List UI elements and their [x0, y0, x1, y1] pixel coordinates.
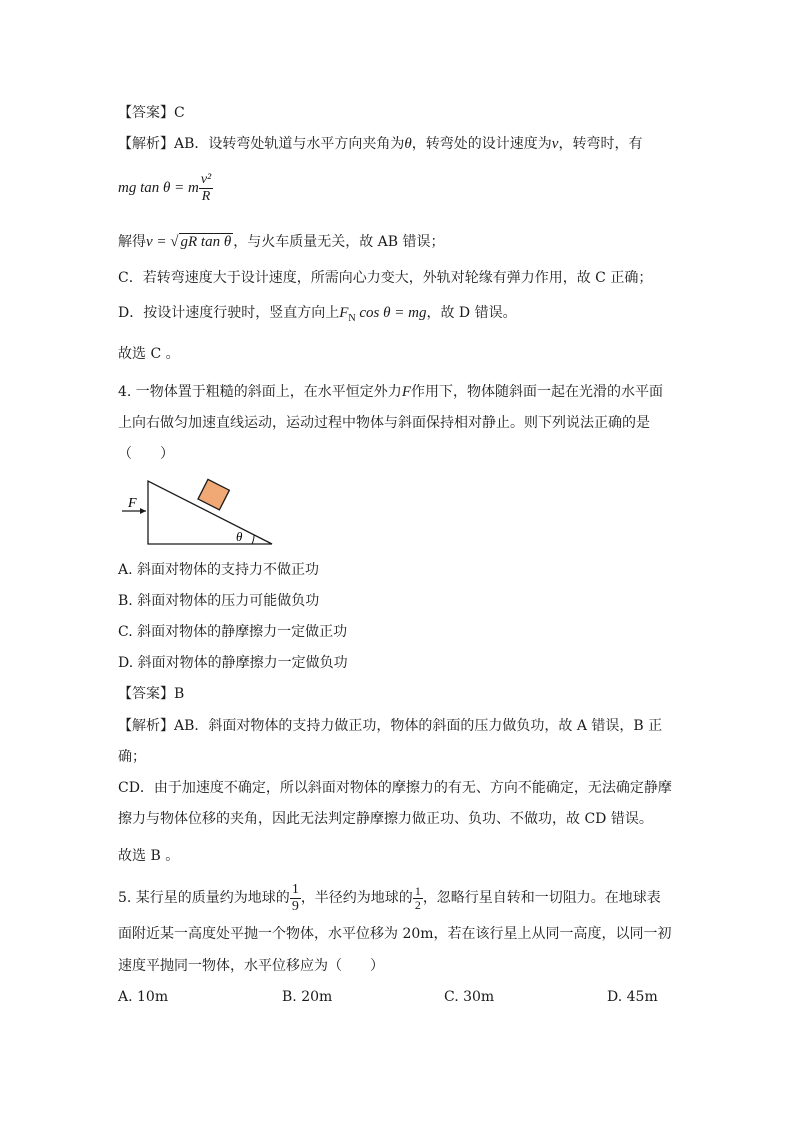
fraction-denominator: 9 — [291, 898, 299, 914]
q4-stem-line1 — [118, 382, 663, 402]
answer-value: B — [174, 686, 185, 702]
q4-option-b: B. 斜面对物体的压力可能做负功 — [118, 593, 320, 609]
q5-stem-line1 — [118, 878, 661, 918]
force-symbol: F — [339, 305, 349, 321]
equation-fraction — [199, 172, 213, 205]
q5-option-d: D. 45m — [607, 989, 658, 1005]
incline-figure — [118, 475, 288, 550]
analysis-text: AB．斜面对物体的支持力做正功，物体的斜面的压力做负功，故 A 错误，B 正 — [174, 718, 663, 734]
answer-tag: 【答案】 — [118, 105, 174, 121]
q4-choose: 故选 B 。 — [118, 848, 180, 864]
solve-suffix: ，与火车质量无关，故 AB 错误； — [233, 234, 445, 250]
v-symbol: v — [551, 136, 559, 152]
q4-analysis-line4: 擦力与物体位移的夹角，因此无法判定静摩擦力做正功、负功、不做功，故 CD 错误。 — [118, 811, 653, 827]
q3-solve-line — [118, 232, 445, 252]
q3-choose: 故选 C 。 — [118, 346, 180, 362]
line-d-equation: cos θ = mg — [355, 305, 427, 321]
fraction-numerator: 1 — [414, 883, 421, 898]
q4-option-a: A. 斜面对物体的支持力不做正功 — [118, 562, 320, 578]
q5-option-c: C. 30m — [444, 989, 495, 1005]
q3-answer-line — [118, 103, 185, 123]
stem-text: ，半径约为地球的 — [300, 890, 413, 906]
force-label: F — [128, 496, 137, 511]
angle-arc — [252, 535, 254, 544]
q4-analysis-line2: 确； — [118, 749, 146, 765]
angle-label: θ — [236, 529, 243, 544]
q5-option-a: A. 10m — [118, 989, 169, 1005]
fraction-one-ninth — [290, 882, 301, 915]
line-d-suffix: ，故 D 错误。 — [426, 305, 517, 321]
q4-analysis-line1 — [118, 716, 662, 736]
answer-tag: 【答案】 — [118, 686, 174, 702]
analysis-text: ，转弯时，有 — [558, 136, 643, 152]
sqrt-symbol: √ — [170, 234, 179, 250]
stem-text: 作用下，物体随斜面一起在光滑的水平面 — [410, 384, 663, 400]
fraction-denominator: 2 — [414, 897, 421, 912]
q4-stem-line2: 上向右做匀加速直线运动，运动过程中物体与斜面保持相对静止。则下列说法正确的是 — [118, 415, 650, 431]
analysis-tag: 【解析】 — [118, 136, 174, 152]
force-subscript: N — [348, 312, 356, 324]
q3-equation — [118, 166, 213, 210]
theta-symbol: θ — [404, 136, 412, 152]
stem-text: ，忽略行星自转和一切阻力。在地球表 — [422, 890, 661, 906]
q4-answer-line — [118, 684, 184, 704]
q5-stem-line3: 速度平抛同一物体，水平位移应为（ ） — [118, 958, 384, 974]
fraction-denominator: R — [201, 188, 211, 204]
analysis-text: ，转弯处的设计速度为 — [411, 136, 552, 152]
arrow-head — [140, 508, 146, 514]
fraction-numerator: 1 — [291, 881, 299, 897]
solve-equation: v = — [146, 234, 171, 250]
solve-prefix: 解得 — [118, 234, 146, 250]
analysis-text: AB．设转弯处轨道与水平方向夹角为 — [174, 136, 405, 152]
stem-text: 4. 一物体置于粗糙的斜面上，在水平恒定外力 — [118, 384, 402, 400]
stem-text: 5. 某行星的质量约为地球的 — [118, 890, 290, 906]
q5-stem-line2: 面附近某一高度处平抛一个物体，水平位移为 20m，若在该行星上从同一高度，以同一初 — [118, 926, 672, 942]
analysis-tag: 【解析】 — [118, 718, 174, 734]
fraction-one-half — [413, 885, 423, 912]
block — [198, 479, 229, 509]
q4-analysis-line3: CD．由于加速度不确定，所以斜面对物体的摩擦力的有无、方向不能确定，无法确定静摩 — [118, 780, 672, 796]
force-symbol: F — [401, 384, 411, 400]
q3-line-d — [118, 303, 517, 329]
answer-value: C — [174, 105, 185, 121]
q4-option-c: C. 斜面对物体的静摩擦力一定做正功 — [118, 624, 348, 640]
q4-stem-line3: （ ） — [118, 446, 174, 462]
sqrt-content: gR tan θ — [180, 234, 232, 250]
q5-option-b: B. 20m — [282, 989, 333, 1005]
q3-line-c: C．若转弯速度大于设计速度，所需向心力变大，外轨对轮缘有弹力作用，故 C 正确； — [118, 270, 653, 286]
equation-lhs: mg tan θ = m — [118, 180, 199, 196]
q3-analysis-line1 — [118, 134, 642, 154]
line-d-prefix: D．按设计速度行驶时，竖直方向上 — [118, 305, 340, 321]
q4-option-d: D. 斜面对物体的静摩擦力一定做负功 — [118, 655, 348, 671]
fraction-numerator: v² — [200, 171, 212, 187]
